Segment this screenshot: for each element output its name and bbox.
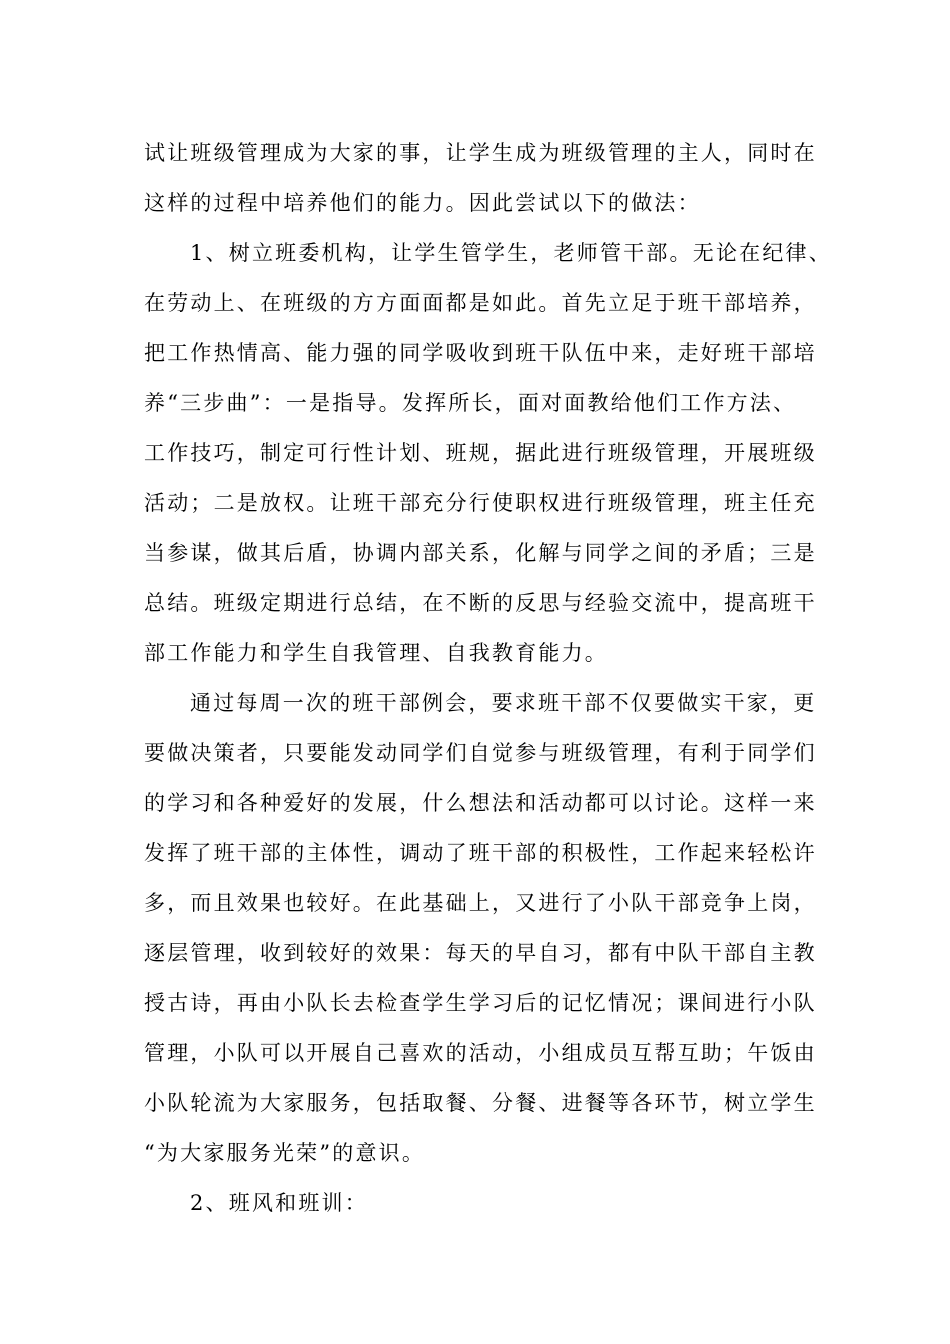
text-line: 把工作热情高、能力强的同学吸收到班干队伍中来，走好班干部培 [144, 341, 817, 365]
text-line: 发挥了班干部的主体性，调动了班干部的积极性，工作起来轻松许 [144, 841, 817, 865]
text-line: 活动；二是放权。让班干部充分行使职权进行班级管理，班主任充 [144, 491, 817, 515]
text-line: 部工作能力和学生自我管理、自我教育能力。 [144, 641, 608, 665]
text-line: 的学习和各种爱好的发展，什么想法和活动都可以讨论。这样一来 [144, 791, 817, 815]
text-line: 小队轮流为大家服务，包括取餐、分餐、进餐等各环节，树立学生 [144, 1091, 817, 1115]
text-line: 总结。班级定期进行总结，在不断的反思与经验交流中，提高班干 [144, 591, 817, 615]
text-line: 在劳动上、在班级的方方面面都是如此。首先立足于班干部培养， [144, 291, 817, 315]
text-line: 当参谋，做其后盾，协调内部关系，化解与同学之间的矛盾；三是 [144, 541, 817, 565]
text-line: 工作技巧，制定可行性计划、班规，据此进行班级管理，开展班级 [144, 441, 817, 465]
text-line: “为大家服务光荣”的意识。 [144, 1141, 426, 1165]
text-line: 管理，小队可以开展自己喜欢的活动，小组成员互帮互助；午饭由 [144, 1041, 817, 1065]
text-line: 通过每周一次的班干部例会，要求班干部不仅要做实干家，更 [190, 691, 817, 715]
text-line: 授古诗，再由小队长去检查学生学习后的记忆情况；课间进行小队 [144, 991, 817, 1015]
text-line: 逐层管理，收到较好的效果：每天的早自习，都有中队干部自主教 [144, 941, 817, 965]
text-line: 多，而且效果也较好。在此基础上，又进行了小队干部竞争上岗， [144, 891, 817, 915]
text-line: 试让班级管理成为大家的事，让学生成为班级管理的主人，同时在 [144, 141, 817, 165]
text-line: 养“三步曲”：一是指导。发挥所长，面对面教给他们工作方法、 [144, 391, 797, 415]
text-line: 1、树立班委机构，让学生管学生，老师管干部。无论在纪律、 [190, 241, 832, 265]
text-line: 要做决策者，只要能发动同学们自觉参与班级管理，有利于同学们 [144, 741, 817, 765]
text-line: 这样的过程中培养他们的能力。因此尝试以下的做法： [144, 191, 701, 215]
section-heading: 2、班风和班训： [190, 1191, 368, 1215]
